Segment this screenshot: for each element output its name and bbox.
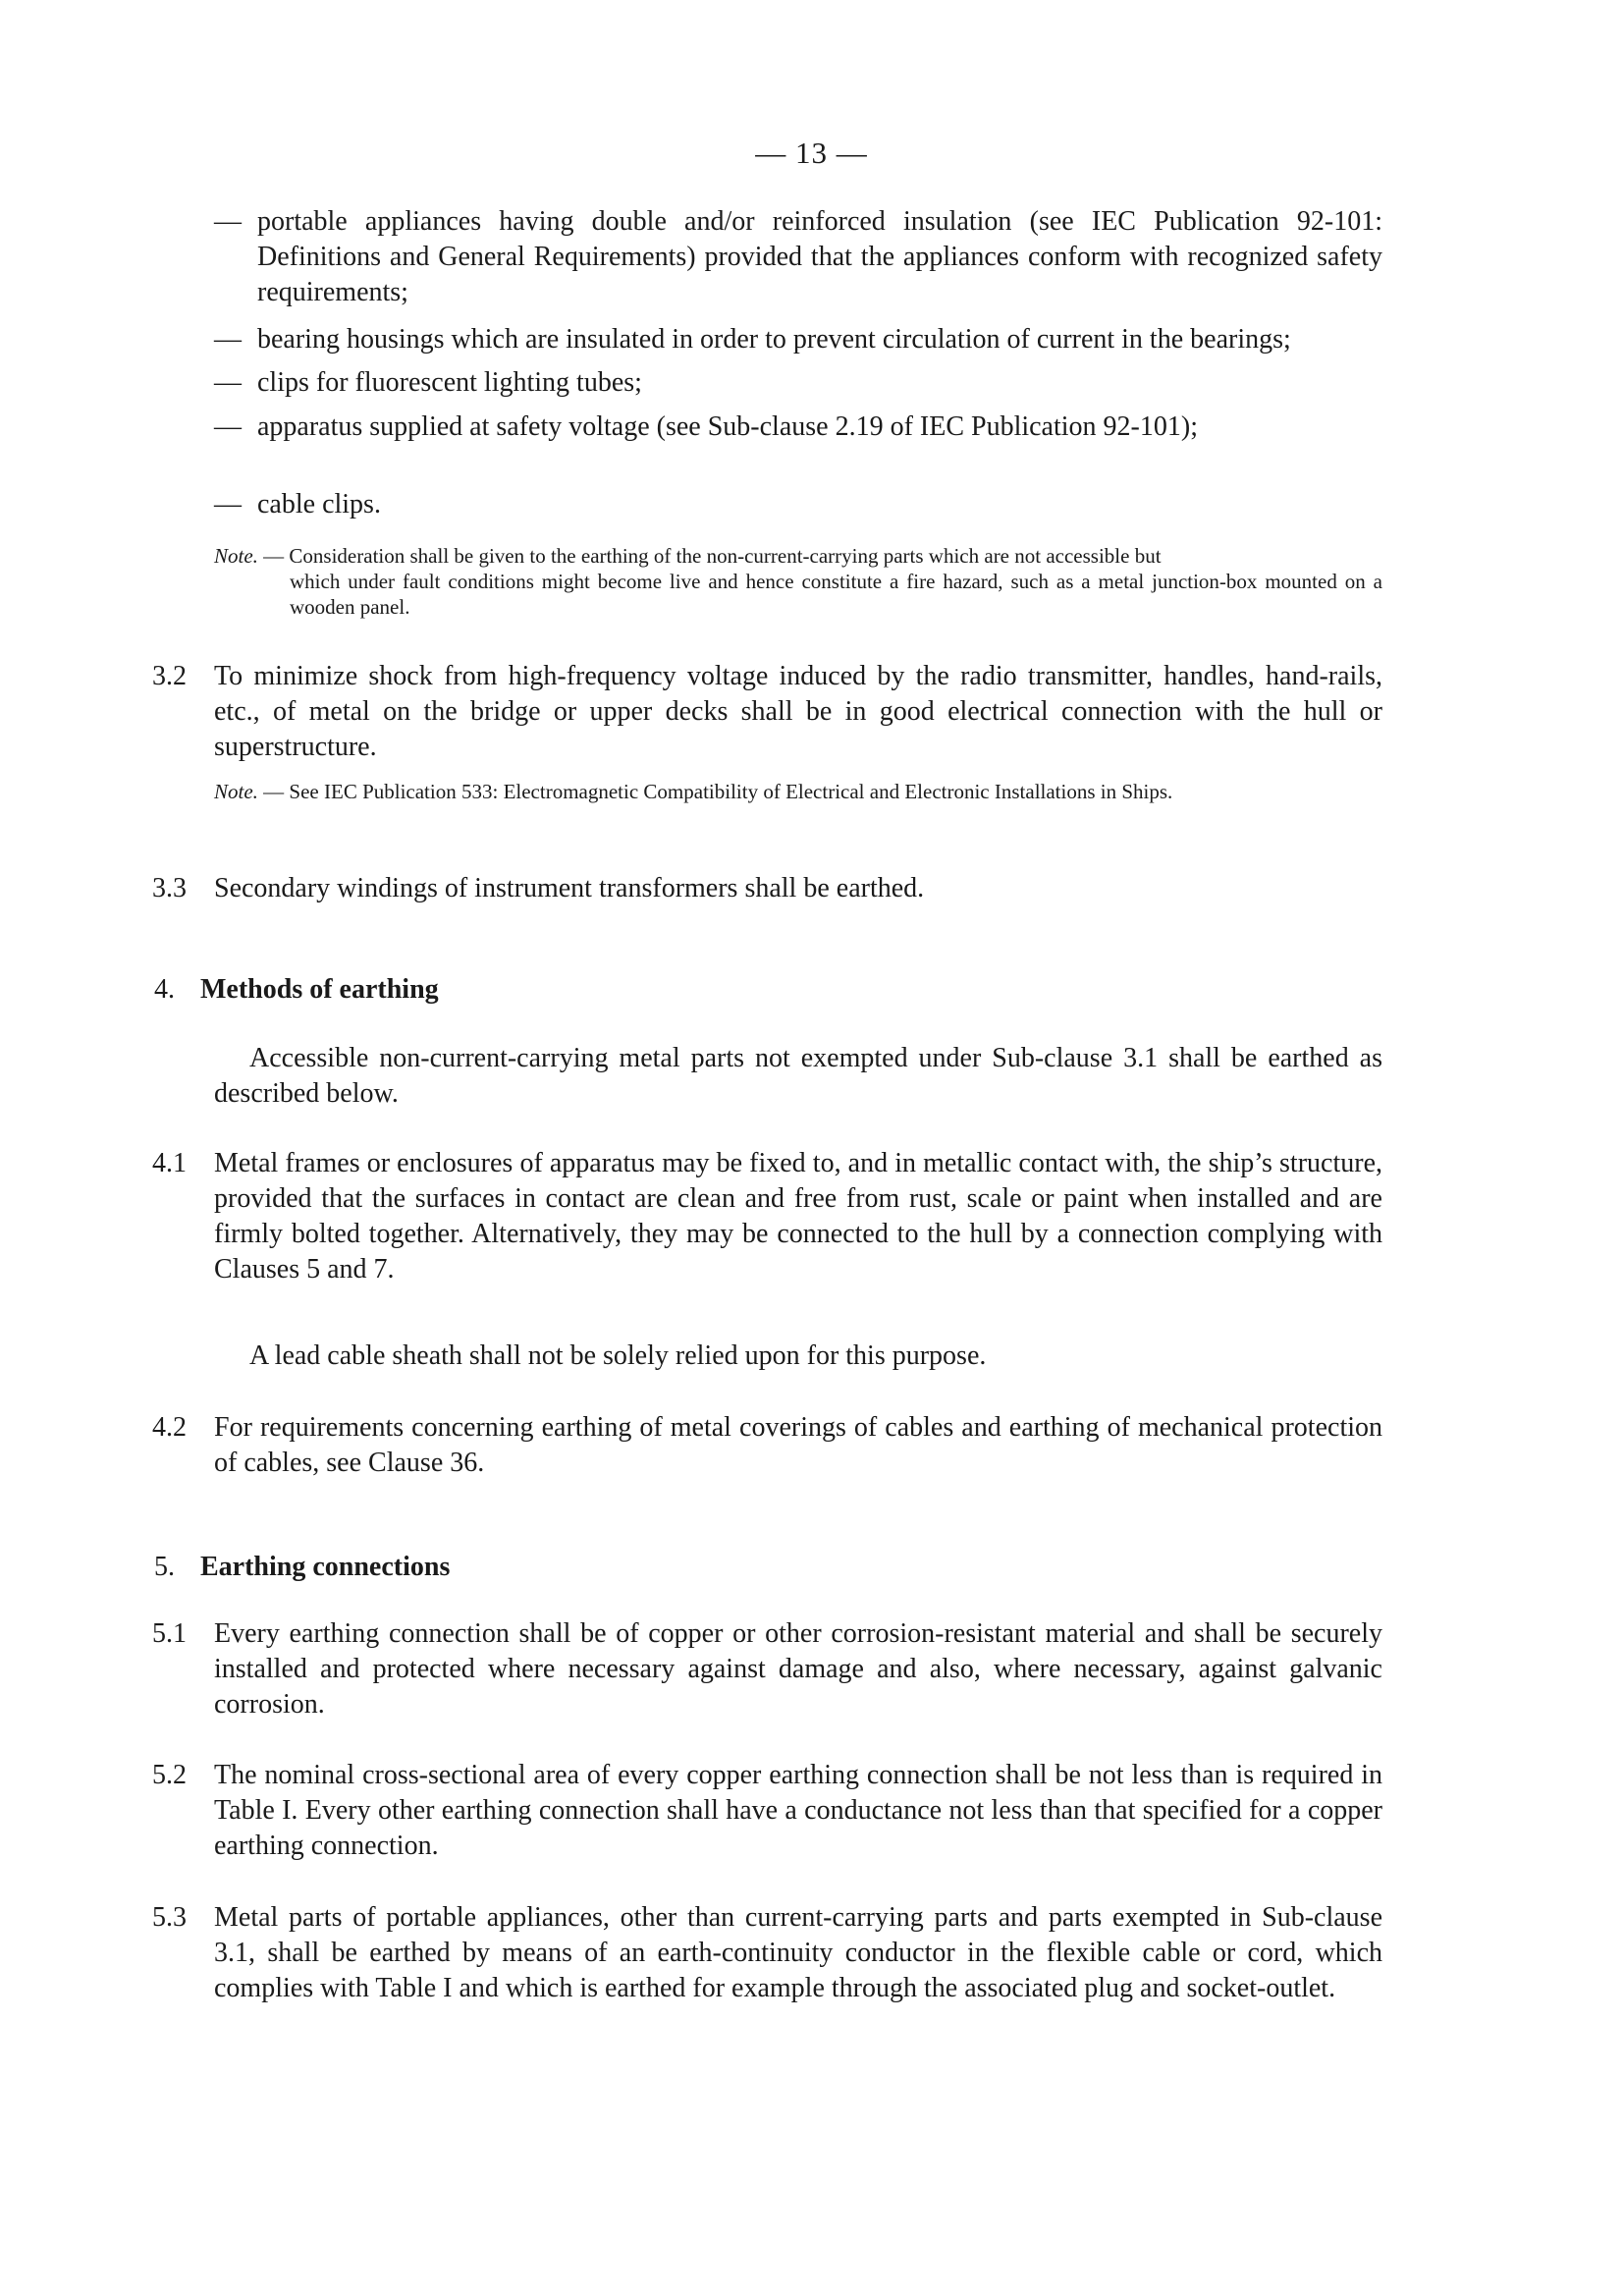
section-number: 5.: [154, 1552, 175, 1582]
list-dash: —: [214, 489, 242, 519]
note-label: Note.: [214, 544, 258, 568]
list-dash: —: [214, 367, 242, 398]
note-text-continued: which under fault conditions might become live and hence constitute a fire hazard, such as a metal junction-box mounted on a wooden panel.: [290, 570, 1382, 619]
clause-5-1: [152, 1616, 1382, 1722]
paragraph-text: Accessible non-current-carrying metal parts not exempted under Sub-clause 3.1 shall be earthed as described below.: [214, 1043, 1382, 1109]
clause-number: 4.1: [152, 1148, 187, 1178]
list-item-text: bearing housings which are insulated in order to prevent circulation of current in the bearings;: [257, 324, 1291, 355]
note-text: — See IEC Publication 533: Electromagnetic Compatibility of Electrical and Electronic Installations in Ships.: [263, 780, 1173, 803]
section-heading-4: [154, 972, 439, 1008]
note-text: — Consideration shall be given to the earthing of the non-current-carrying parts which are not accessible but: [263, 544, 1162, 568]
note-iec-533: [214, 779, 1382, 804]
clause-number: 5.2: [152, 1760, 187, 1790]
clause-text: To minimize shock from high-frequency voltage induced by the radio transmitter, handles, hand-rails, etc., of metal on the bridge or upper decks shall be in good electrical connection with the hull or superstructure.: [214, 661, 1382, 762]
clause-4-2: [152, 1410, 1382, 1481]
clause-text: For requirements concerning earthing of metal coverings of cables and earthing of mechanical protection of cables, see Clause 36.: [214, 1412, 1382, 1478]
list-item-text: portable appliances having double and/or reinforced insulation (see IEC Publication 92-101: Definitions and General Requirements) provided that the appliances conform with recognized safety requirements;: [257, 206, 1382, 307]
clause-text: The nominal cross-sectional area of every copper earthing connection shall be not less than is required in Table I. Every other earthing connection shall have a conductance not less than that specified for a copper earthing connection.: [214, 1760, 1382, 1861]
clause-number: 5.1: [152, 1618, 187, 1649]
list-item: [214, 365, 1382, 401]
page-number: — 13 —: [755, 136, 868, 170]
clause-text: Metal parts of portable appliances, other than current-carrying parts and parts exempted in Sub-clause 3.1, shall be earthed by means of an earth-continuity conductor in the flexible cable or cord, which complies with Table I and which is earthed for example through the associated plug and socket-outlet.: [214, 1902, 1382, 2003]
section-title: Earthing connections: [200, 1552, 451, 1582]
section-title: Methods of earthing: [200, 974, 439, 1005]
note-fire-hazard: [214, 543, 1382, 620]
clause-text: Metal frames or enclosures of apparatus may be fixed to, and in metallic contact with, the ship’s structure, provided that the surfaces in contact are clean and free from rust, scale or paint when installed and are firmly bolted together. Alternatively, they may be connected to the hull by a connection complying with Clauses 5 and 7.: [214, 1148, 1382, 1285]
list-item-text: cable clips.: [257, 489, 381, 519]
section-number: 4.: [154, 974, 175, 1005]
clause-number: 3.2: [152, 661, 187, 691]
list-item: [214, 487, 1382, 522]
list-dash: —: [214, 411, 242, 442]
clause-text: Secondary windings of instrument transformers shall be earthed.: [214, 873, 925, 903]
clause-number: 4.2: [152, 1412, 187, 1443]
paragraph-text: A lead cable sheath shall not be solely relied upon for this purpose.: [249, 1340, 987, 1371]
list-item-text: clips for fluorescent lighting tubes;: [257, 367, 642, 398]
clause-5-3: [152, 1900, 1382, 2006]
clause-text: Every earthing connection shall be of copper or other corrosion-resistant material and shall be securely installed and protected where necessary against damage and also, where necessary, against galvanic corrosion.: [214, 1618, 1382, 1720]
clause-5-2: [152, 1758, 1382, 1864]
note-label: Note.: [214, 780, 258, 803]
section-heading-5: [154, 1550, 450, 1585]
list-dash: —: [214, 206, 242, 237]
list-dash: —: [214, 324, 242, 355]
clause-number: 3.3: [152, 873, 187, 903]
list-item: [214, 204, 1382, 310]
clause-number: 5.3: [152, 1902, 187, 1933]
clause-4-1-extra: [214, 1339, 1382, 1374]
list-item: [214, 410, 1382, 445]
list-item-text: apparatus supplied at safety voltage (see Sub-clause 2.19 of IEC Publication 92-101);: [257, 411, 1198, 442]
section-4-intro: [214, 1041, 1382, 1112]
clause-3-2: [152, 659, 1382, 765]
clause-4-1: [152, 1146, 1382, 1287]
list-item: [214, 322, 1382, 357]
clause-3-3: [152, 871, 1382, 906]
